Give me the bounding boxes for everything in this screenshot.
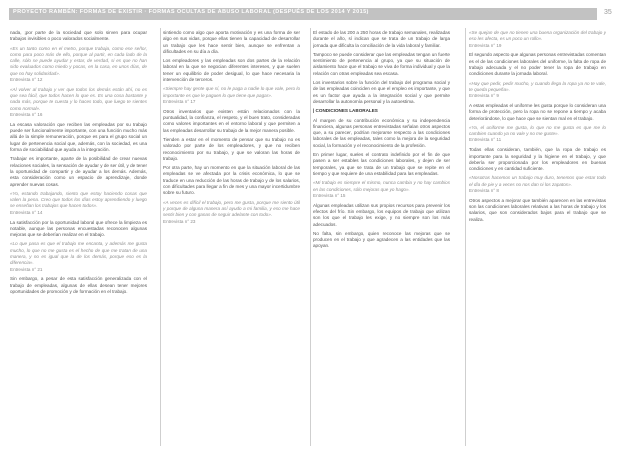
body-paragraph: Sin embargo, a pesar de esta satisfacción generalizada con el trabajo de empleadas, algunas de ellas desean tener mejores oportunidades de promoción y de formación en el trabajo. bbox=[10, 276, 147, 294]
body-paragraph: Algunas empleadas utilizan sus propios recursos para prevenir los efectos del frío. Sin embargo, los equipos de trabajo que utilizan son los que el trabajo les exige, y no siempre son los más adecuados. bbox=[313, 202, 450, 227]
interview-quote: «Hay que pedir, pedir mucho, y cuando llega la ropa ya no te vale, te queda pequeña». bbox=[469, 80, 606, 92]
quote-source: Entrevista n° 21 bbox=[10, 266, 43, 272]
body-paragraph: Los empleadores y las empleadas son dos partes de la relación laboral en la que se negocian diferentes intereses, y que suelen tener un equilibrio de poder desigual, lo que hace necesaria la intervención de terceros. bbox=[163, 58, 300, 83]
interview-quote: «Mi trabajo es siempre el mismo, nunca cambia y no hay cambios en las condiciones, sólo mejoras que yo hago». bbox=[313, 180, 450, 192]
interview-quote: «Ya, el uniforme me gusta, lo que no me gusta es que me lo cambien cuando ya no vale y no me guste». bbox=[469, 124, 606, 137]
body-paragraph: Tienden a estar en el momento de pensar que su trabajo no es valorado por parte de los empleadores, y que no reciben reconocimiento por su trabajo, y que se valoran las horas de trabajo. bbox=[163, 136, 300, 161]
body-paragraph: La satisfacción por la oportunidad laboral que ofrece la limpieza es notable, aunque las personas encuestadas reconocen algunas mejoras que se deberían realizar en el trabajo. bbox=[10, 219, 147, 238]
quote-source: Entrevista n° 14 bbox=[10, 209, 43, 215]
quote-source: Entrevista n° 9 bbox=[469, 93, 499, 99]
body-paragraph: Tampoco se puede considerar que las empleadas tengan un fuerte sentimiento de pertenencia al grupo, ya que su situación de aislamiento hace que el trabajo se viva de forma individual y que la relación con otras empleadas sea escasa. bbox=[313, 51, 450, 76]
interview-quote: «Nosotras hacemos un trabajo muy duro, tenemos que estar todo el día de pie y a veces no nos dan ni los zapatos». bbox=[469, 175, 606, 187]
text-column-1 bbox=[10, 30, 147, 444]
quote-source: Entrevista n° 12 bbox=[10, 77, 43, 83]
body-paragraph: El segundo aspecto que algunas personas entrevistadas comentan es el de las condiciones laborales del uniforme, la falta de ropa de trabajo adecuada y el no poder tener la ropa de trabajo en condiciones durante la jornada laboral. bbox=[469, 52, 606, 77]
text-column-4 bbox=[469, 30, 606, 444]
quote-source: Entrevista n° 17 bbox=[163, 98, 196, 104]
running-header-title: PROYECTO RAMBÉN: FORMAS DE EXISTIR · FORMAS OCULTAS DE ABUSO LABORAL (DESPUÉS DE LOS 2014 Y 2015) bbox=[13, 9, 369, 15]
column-divider bbox=[465, 28, 466, 446]
body-paragraph: Al margen de su contribución económica y su independencia financiera, algunas personas entrevistadas señalan otros aspectos que, a su parecer, podrían mejorarse respecto a las condiciones laborales de las empleadas, tales como la mejora de la seguridad social, la formación y el reconocimiento de la profesión. bbox=[313, 117, 450, 148]
interview-quote: «Siempre hay gente que sí, no le paga a nadie lo que vale, pero lo importante es que le paguen lo que tiene que pagar». bbox=[163, 86, 300, 98]
page-number: 35 bbox=[604, 9, 612, 16]
body-paragraph: El estado de las 200 a 250 horas de trabajo semanales, realizadas durante el año, sí indican que se trata de un trabajo de larga jornada que dificulta la conciliación de la vida laboral y familiar. bbox=[313, 30, 450, 48]
section-heading: | CONDICIONES LABORALES bbox=[313, 108, 378, 114]
body-paragraph: Otros aspectos a mejorar que también aparecen en las entrevistas son las condiciones laborales relativas a las horas de trabajo y los salarios, que son considerados bajos para el trabajo que se realiza. bbox=[469, 197, 606, 222]
body-paragraph: sintiendo como algo que aporta motivación y es una forma de ser algo en sus vidas, porque ellas tienen la capacidad de desarrollar un trabajo que les hace sentir bien, aunque se enfrentan a dificultades en su día a día. bbox=[163, 30, 300, 54]
body-paragraph: Otros inventarios que existen están relacionados con la puntualidad, la confianza, el respeto, y el buen trato, consideradas como valores importantes en el entorno laboral y que permiten a las empleadas desarrollar su trabajo de la mejor manera posible. bbox=[163, 108, 300, 133]
interview-quote: «Es un tanto como en el metro, porque trabaja, como ese señor, como para poco más de ello, porque al partir, en cada lado de la calle, sólo se puede ayudar y estar, de verdad, si es que no han sido evaluados como miedo y pocas, en la casa, en unos días, de que no hay solidaridad». bbox=[10, 45, 147, 76]
body-paragraph: En primer lugar, sueles el contrato indefinido por el fin de que pasen a ser estables las condiciones laborales, y dejen de ser temporales, ya que se trata de un trabajo que se repite en el tiempo y que requiere de una estabilidad para las empleadas. bbox=[313, 152, 450, 176]
body-paragraph: No falta, sin embargo, quien reconoce las mejoras que se producen en el trabajo y que agradecen a las entidades que las apoyan. bbox=[313, 230, 450, 249]
quote-source: Entrevista n° 23 bbox=[163, 218, 196, 224]
body-paragraph: Por otra parte, hay un momento en que la situación laboral de las empleadas se ve afectada por la crisis económica, lo que se traduce en una reducción de las horas de trabajo y de los salarios, con dificultades para llegar a fin de mes y una mayor incertidumbre sobre su futuro. bbox=[163, 165, 300, 196]
running-header bbox=[9, 8, 597, 20]
interview-quote: «Al volver al trabajo y ver que todos los demás están ahí, no es que sea fácil, que todos hacen lo que es. Es una cosa bastante y nada más, porque te cuesta y lo haces todo, que luego te sientes como normal». bbox=[10, 86, 147, 111]
text-column-3 bbox=[313, 30, 450, 444]
body-paragraph: Todas ellas consideran, también, que la ropa de trabajo es importante para la seguridad y la higiene en el trabajo, y que debería ser proporcionada por los empleadores en buenas condiciones y en cantidad suficiente. bbox=[469, 147, 606, 172]
text-column-2 bbox=[163, 30, 300, 444]
interview-quote: «Lo que pasa es que el trabajo me encanta, y además me gusta mucho, lo que no me gusta es el hecho de que me tratan de una manera, y no es igual que la de los demás, porque eso es la diferencia». bbox=[10, 241, 147, 266]
body-paragraph: A estas empleadas el uniforme les gusta porque lo consideran una forma de protección, pero la ropa no se repone a tiempo y acaba deteriorándose, lo que hace que se sientan mal en el trabajo. bbox=[469, 102, 606, 121]
quote-source: Entrevista n° 16 bbox=[10, 112, 43, 118]
body-paragraph: nada, ¡por parte de la sociedad que solo sirven para ocupar trabajos invisibles o poco valorados socialmente. bbox=[10, 30, 147, 42]
quote-source: Entrevista n° 8 bbox=[469, 188, 499, 194]
column-divider bbox=[160, 28, 161, 446]
interview-quote: «Yo, estando trabajando, siento que estoy haciendo cosas que valen la pena. Creo que todos los días estoy aprendiendo y luego se enseñan los trabajos que hacen todos». bbox=[10, 190, 147, 209]
body-paragraph: Trabajar es importante, aparte de la posibilidad de crear nuevas relaciones sociales, la sensación de ayudar y de ser útil, y de tener la oportunidad de compartir y de ayudar a los demás. Además, esta consideración como un espacio de aprendizaje, donde aprender nuevas cosas. bbox=[10, 156, 147, 187]
interview-quote: «A veces es difícil el trabajo, pero me gusta, porque me siento útil y porque de alguna manera así ayudo a mi familia, y eso me hace sentir bien y con ganas de seguir adelante con todo». bbox=[163, 199, 300, 218]
quote-source: Entrevista n° 11 bbox=[469, 137, 502, 143]
interview-quote: «Se quejan de que no tienen una buena organización del trabajo y eso les afecta, es un poco un rollo». bbox=[469, 30, 606, 42]
body-paragraph: La escasa valoración que reciben las empleadas por su trabajo puede ser funcionalmente importante, con una función mucho más allá de la simple remuneración, porque es para el grupo social un lugar de pertenencia social que, además, con la sociedad, es una forma de sociabilidad que ayuda a la integración. bbox=[10, 121, 147, 153]
quote-source: Entrevista n° 19 bbox=[469, 42, 502, 48]
column-divider bbox=[310, 28, 311, 446]
quote-source: Entrevista n° 15 bbox=[313, 192, 346, 198]
body-paragraph: Los inventarios sobre la función del trabajo del programa social y de las empleadas coinciden en que el empleo es importante, y que es un factor que ayuda a la integración social y que permite desarrollar la autonomía personal y la autoestima. bbox=[313, 80, 450, 104]
